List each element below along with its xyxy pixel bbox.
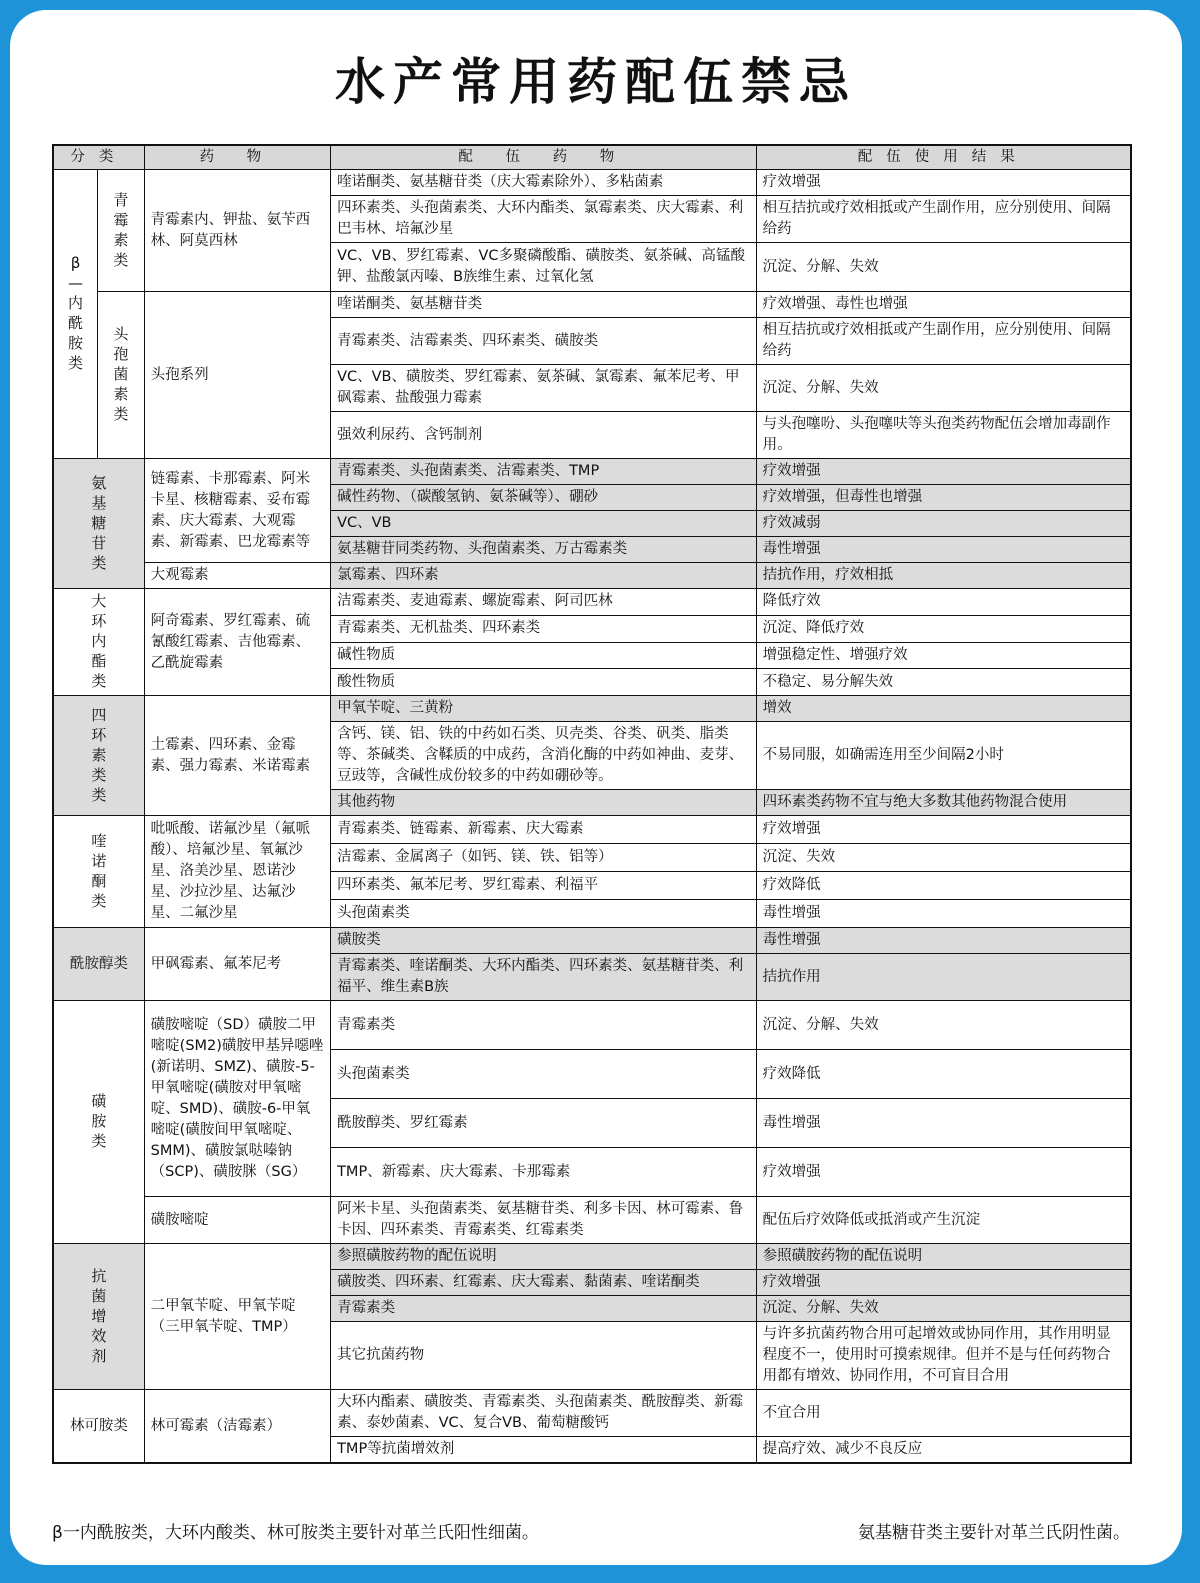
combo-cell: 洁霉素、金属离子（如钙、镁、铁、铝等） <box>331 844 757 872</box>
combo-cell: 阿米卡星、头孢菌素类、氨基糖苷类、利多卡因、林可霉素、鲁卡因、四环素类、青霉素类、红霉素类 <box>331 1197 757 1244</box>
combo-cell: 青霉素类、喹诺酮类、大环内酯类、四环素类、氨基糖苷类、利福平、维生素B族 <box>331 954 757 1001</box>
result-cell: 疗效增强、毒性也增强 <box>756 292 1131 318</box>
poster <box>10 10 1182 1565</box>
category-lincosamide: 林可胺类 <box>53 1390 144 1464</box>
table-row <box>53 459 1131 485</box>
combo-cell: 氨基糖苷同类药物、头孢菌素类、万古霉素类 <box>331 537 757 563</box>
result-cell: 毒性增强 <box>756 900 1131 928</box>
category-tetracycline: 四环素类类 <box>53 696 144 816</box>
combo-cell: 喹诺酮类、氨基糖苷类 <box>331 292 757 318</box>
result-cell: 沉淀、降低疗效 <box>756 615 1131 642</box>
result-cell: 毒性增强 <box>756 1099 1131 1148</box>
result-cell: 沉淀、分解、失效 <box>756 1001 1131 1050</box>
category-sulfonamide: 磺胺类 <box>53 1001 144 1244</box>
combo-cell: 青霉素类、头孢菌素类、洁霉素类、TMP <box>331 459 757 485</box>
combo-cell: 氯霉素、四环素 <box>331 563 757 589</box>
drug-synergist: 二甲氧苄啶、甲氧苄啶（三甲氧苄啶、TMP） <box>144 1244 330 1390</box>
drug-tetracycline: 土霉素、四环素、金霉素、强力霉素、米诺霉素 <box>144 696 330 816</box>
combo-cell: 青霉素类 <box>331 1296 757 1322</box>
combo-cell: 大环内酯素、磺胺类、青霉素类、头孢菌素类、酰胺醇类、新霉素、泰妙菌素、VC、复合VB、葡萄糖酸钙 <box>331 1390 757 1437</box>
result-cell: 与许多抗菌药物合用可起增效或协同作用，其作用明显程度不一，使用时可摸索规律。但并不是与任何药物合用都有增效、协同作用，不可盲目合用 <box>756 1322 1131 1390</box>
result-cell: 沉淀、分解、失效 <box>756 243 1131 292</box>
result-cell: 不易同服，如确需连用至少间隔2小时 <box>756 722 1131 790</box>
combo-cell: 洁霉素类、麦迪霉素、螺旋霉素、阿司匹林 <box>331 589 757 616</box>
combo-cell: 酰胺醇类、罗红霉素 <box>331 1099 757 1148</box>
combo-cell: 头孢菌素类 <box>331 1050 757 1099</box>
combo-cell: 其它抗菌药物 <box>331 1322 757 1390</box>
combo-cell: 甲氧苄啶、三黄粉 <box>331 696 757 722</box>
header-result: 配伍使用结果 <box>756 145 1131 170</box>
header-drug: 药 物 <box>144 145 330 170</box>
result-cell: 沉淀、失效 <box>756 844 1131 872</box>
combo-cell: 参照磺胺药物的配伍说明 <box>331 1244 757 1270</box>
combo-cell: 其他药物 <box>331 790 757 816</box>
category-amphenicol: 酰胺醇类 <box>53 928 144 1001</box>
result-cell: 毒性增强 <box>756 928 1131 954</box>
result-cell: 疗效增强 <box>756 459 1131 485</box>
category-aminoglycoside: 氨基糖苷类 <box>53 459 144 589</box>
combo-cell: 青霉素类 <box>331 1001 757 1050</box>
combo-cell: 强效利尿药、含钙制剂 <box>331 412 757 459</box>
table-row <box>53 589 1131 616</box>
result-cell: 疗效降低 <box>756 1050 1131 1099</box>
footer-note-gram-positive: β一内酰胺类，大环内酸类、林可胺类主要针对革兰氏阳性细菌。 <box>52 1523 539 1543</box>
subcategory-penicillin: 青霉素类 <box>98 170 145 292</box>
combo-cell: VC、VB、磺胺类、罗红霉素、氨茶碱、氯霉素、氟苯尼考、甲砜霉素、盐酸强力霉素 <box>331 365 757 412</box>
result-cell: 疗效增强 <box>756 1270 1131 1296</box>
result-cell: 疗效降低 <box>756 872 1131 900</box>
table-row <box>53 928 1131 954</box>
category-macrolide: 大环内酯类 <box>53 589 144 696</box>
drug-cephalosporin: 头孢系列 <box>144 292 330 459</box>
combo-cell: 青霉素类、链霉素、新霉素、庆大霉素 <box>331 816 757 844</box>
result-cell: 沉淀、分解、失效 <box>756 1296 1131 1322</box>
combo-cell: 酸性物质 <box>331 669 757 696</box>
drug-penicillin: 青霉素内、钾盐、氨苄西林、阿莫西林 <box>144 170 330 292</box>
drug-lincomycin: 林可霉素（洁霉素） <box>144 1390 330 1464</box>
header-combo: 配 伍 药 物 <box>331 145 757 170</box>
result-cell: 与头孢噻吩、头孢噻呋等头孢类药物配伍会增加毒副作用。 <box>756 412 1131 459</box>
result-cell: 不宜合用 <box>756 1390 1131 1437</box>
drug-quinolone: 吡哌酸、诺氟沙星（氟哌酸）、培氟沙星、氧氟沙星、洛美沙星、恩诺沙星、沙拉沙星、达氟沙星、二氟沙星 <box>144 816 330 928</box>
table-row <box>53 1244 1131 1270</box>
result-cell: 降低疗效 <box>756 589 1131 616</box>
result-cell: 参照磺胺药物的配伍说明 <box>756 1244 1131 1270</box>
result-cell: 毒性增强 <box>756 537 1131 563</box>
result-cell: 拮抗作用，疗效相抵 <box>756 563 1131 589</box>
drug-amphenicol: 甲砜霉素、氟苯尼考 <box>144 928 330 1001</box>
combo-cell: 喹诺酮类、氨基糖苷类（庆大霉素除外）、多粘菌素 <box>331 170 757 196</box>
table-row <box>53 170 1131 196</box>
result-cell: 沉淀、分解、失效 <box>756 365 1131 412</box>
combo-cell: VC、VB、罗红霉素、VC多聚磷酸酯、磺胺类、氨茶碱、高锰酸钾、盐酸氯丙嗪、B族维生素、过氧化氢 <box>331 243 757 292</box>
page-title: 水产常用药配伍禁忌 <box>335 53 857 111</box>
result-cell: 相互拮抗或疗效相抵或产生副作用，应分别使用、间隔给药 <box>756 318 1131 365</box>
table-row <box>53 816 1131 844</box>
combo-cell: 磺胺类、四环素、红霉素、庆大霉素、黏菌素、喹诺酮类 <box>331 1270 757 1296</box>
combo-cell: 青霉素类、洁霉素类、四环素类、磺胺类 <box>331 318 757 365</box>
combo-cell: 含钙、镁、铝、铁的中药如石类、贝壳类、谷类、矾类、脂类等、茶碱类、含鞣质的中成药，含消化酶的中药如神曲、麦芽、豆豉等，含碱性成份较多的中药如硼砂等。 <box>331 722 757 790</box>
footer-note-gram-negative: 氨基糖苷类主要针对革兰氏阴性菌。 <box>858 1523 1130 1543</box>
result-cell: 增效 <box>756 696 1131 722</box>
result-cell: 配伍后疗效降低或抵消或产生沉淀 <box>756 1197 1131 1244</box>
category-quinolone: 喹诺酮类 <box>53 816 144 928</box>
result-cell: 增强稳定性、增强疗效 <box>756 642 1131 669</box>
combo-cell: TMP、新霉素、庆大霉素、卡那霉素 <box>331 1148 757 1197</box>
combo-cell: 四环素类、氟苯尼考、罗红霉素、利福平 <box>331 872 757 900</box>
result-cell: 四环素类药物不宜与绝大多数其他药物混合使用 <box>756 790 1131 816</box>
combo-cell: 碱性药物、（碳酸氢钠、氨茶碱等）、硼砂 <box>331 485 757 511</box>
combo-cell: 四环素类、头孢菌素类、大环内酯类、氯霉素类、庆大霉素、利巴韦林、培氟沙星 <box>331 196 757 243</box>
table-row <box>53 1390 1131 1437</box>
table-row <box>53 563 1131 589</box>
result-cell: 疗效增强 <box>756 1148 1131 1197</box>
table-row <box>53 1001 1131 1050</box>
result-cell: 不稳定、易分解失效 <box>756 669 1131 696</box>
result-cell: 疗效增强，但毒性也增强 <box>756 485 1131 511</box>
result-cell: 相互拮抗或疗效相抵或产生副作用，应分别使用、间隔给药 <box>756 196 1131 243</box>
drug-aminoglycoside: 链霉素、卡那霉素、阿米卡星、核糖霉素、妥布霉素、庆大霉素、大观霉素、新霉素、巴龙霉素等 <box>144 459 330 563</box>
result-cell: 拮抗作用 <box>756 954 1131 1001</box>
combo-cell: 碱性物质 <box>331 642 757 669</box>
subcategory-cephalosporin: 头孢菌素类 <box>98 292 145 459</box>
combo-cell: VC、VB <box>331 511 757 537</box>
result-cell: 疗效增强 <box>756 816 1131 844</box>
combo-cell: 磺胺类 <box>331 928 757 954</box>
header-row <box>53 145 1131 170</box>
drug-sulfadiazine: 磺胺嘧啶 <box>144 1197 330 1244</box>
combo-cell: 头孢菌素类 <box>331 900 757 928</box>
drug-spectinomycin: 大观霉素 <box>144 563 330 589</box>
drug-macrolide: 阿奇霉素、罗红霉素、硫氰酸红霉素、吉他霉素、乙酰旋霉素 <box>144 589 330 696</box>
category-synergist: 抗菌增效剂 <box>53 1244 144 1390</box>
result-cell: 疗效减弱 <box>756 511 1131 537</box>
table-row <box>53 1197 1131 1244</box>
header-category: 分类 <box>53 145 144 170</box>
category-beta-lactam: β—内酰胺类 <box>53 170 98 459</box>
table-row <box>53 292 1131 318</box>
result-cell: 疗效增强 <box>756 170 1131 196</box>
table-row <box>53 696 1131 722</box>
drug-sulfonamide: 磺胺嘧啶（SD）磺胺二甲嘧啶(SM2)磺胺甲基异噁唑(新诺明、SMZ)、磺胺-5-甲氧嘧啶(磺胺对甲氧嘧啶、SMD)、磺胺-6-甲氧嘧啶(磺胺间甲氧嘧啶、SMM)、磺胺氯哒嗪钠（SCP)、磺胺脒（SG） <box>144 1001 330 1197</box>
combo-cell: TMP等抗菌增效剂 <box>331 1437 757 1464</box>
result-cell: 提高疗效、减少不良反应 <box>756 1437 1131 1464</box>
compatibility-table <box>52 144 1132 1464</box>
combo-cell: 青霉素类、无机盐类、四环素类 <box>331 615 757 642</box>
